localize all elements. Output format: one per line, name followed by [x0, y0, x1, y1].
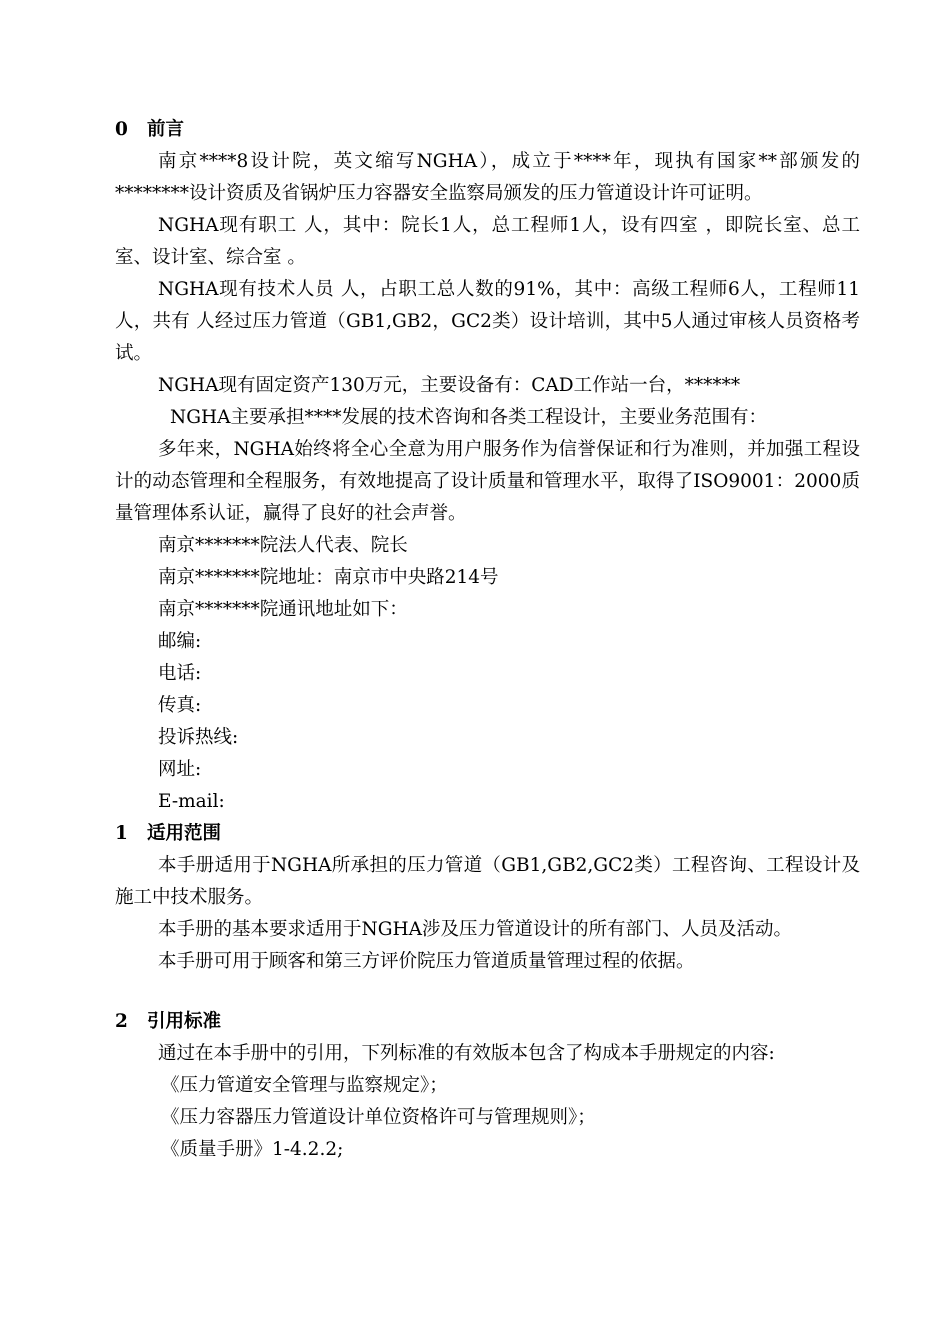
legal-representative-line: 南京*******院法人代表、院长: [158, 535, 408, 556]
section-number: 1: [115, 823, 128, 844]
paragraph-assets: NGHA现有固定资产130万元，主要设备有：CAD工作站一台，******: [158, 375, 741, 396]
paragraph-reputation: 多年来，NGHA始终将全心全意为用户服务作为信誉保证和行为准则，并加强工程设计的动态管理和全程服务，有效地提高了设计质量和管理水平，取得了ISO9001：2000质量管理体系认证，赢得了良好的社会声誉。: [115, 439, 860, 524]
paragraph-technical-staff: NGHA现有技术人员 人，占职工总人数的91%，其中：高级工程师6人，工程师11人，共有 人经过压力管道（GB1,GB2，GC2类）设计培训，其中5人通过审核人员资格考试。: [115, 279, 860, 364]
contact-phone: 电话:: [158, 663, 202, 684]
paragraph-staff: NGHA现有职工 人，其中：院长1人，总工程师1人，设有四室 ，即院长室、总工室、设计室、综合室 。: [115, 215, 860, 268]
contact-intro-line: 南京*******院通讯地址如下：: [158, 599, 408, 620]
paragraph-scope-applicability: 本手册适用于NGHA所承担的压力管道（GB1,GB2,GC2类）工程咨询、工程设计及施工中技术服务。: [115, 855, 860, 908]
document-page: [115, 114, 860, 1166]
section-heading-preface: [115, 114, 860, 146]
reference-item: 《质量手册》1-4.2.2;: [161, 1139, 344, 1160]
section-spacer: [115, 978, 860, 1006]
paragraph-business-scope: NGHA主要承担****发展的技术咨询和各类工程设计，主要业务范围有：: [170, 407, 767, 428]
address-line: 南京*******院地址：南京市中央路214号: [158, 567, 499, 588]
section-title: 引用标准: [147, 1011, 222, 1032]
contact-complaint-hotline: 投诉热线:: [158, 727, 239, 748]
paragraph-scope-requirements: 本手册的基本要求适用于NGHA涉及压力管道设计的所有部门、人员及活动。: [158, 919, 792, 940]
section-number: 2: [115, 1011, 128, 1032]
paragraph-scope-evaluation: 本手册可用于顾客和第三方评价院压力管道质量管理过程的依据。: [158, 951, 695, 972]
section-title: 适用范围: [147, 823, 222, 844]
contact-email: E-mail:: [158, 791, 225, 812]
paragraph-references-intro: 通过在本手册中的引用，下列标准的有效版本包含了构成本手册规定的内容:: [158, 1043, 775, 1064]
section-title: 前言: [147, 119, 185, 140]
section-heading-scope: [115, 818, 860, 850]
contact-website: 网址:: [158, 759, 202, 780]
contact-postcode: 邮编:: [158, 631, 202, 652]
contact-fax: 传真:: [158, 695, 202, 716]
section-heading-references: [115, 1006, 860, 1038]
paragraph-intro: 南京****8设计院，英文缩写NGHA），成立于****年，现执有国家**部颁发的********设计资质及省锅炉压力容器安全监察局颁发的压力管道设计许可证明。: [115, 151, 860, 204]
reference-item: 《压力管道安全管理与监察规定》；: [161, 1075, 448, 1096]
reference-item: 《压力容器压力管道设计单位资格许可与管理规则》；: [161, 1107, 596, 1128]
section-number: 0: [115, 119, 128, 140]
